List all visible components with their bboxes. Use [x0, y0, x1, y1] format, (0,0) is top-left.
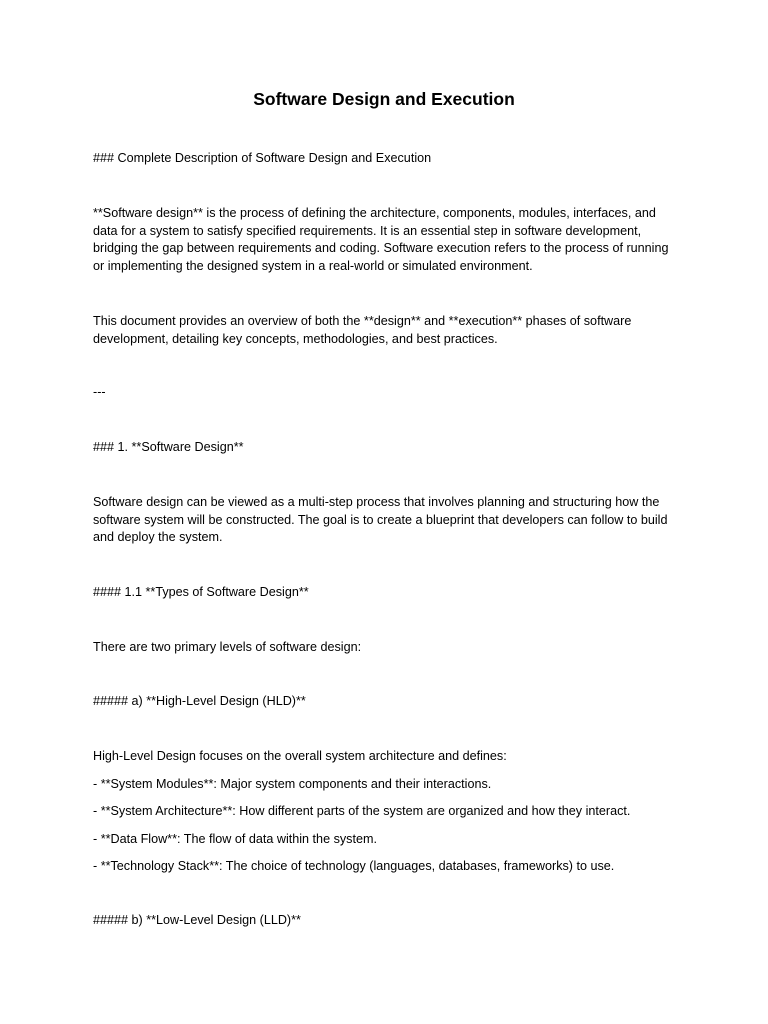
list-item: - **System Architecture**: How different parts of the system are organized and how they interact.: [93, 804, 631, 818]
list-item: - **Data Flow**: The flow of data within the system.: [93, 832, 377, 846]
heading-software-design: ### 1. **Software Design**: [93, 440, 244, 454]
types-paragraph: There are two primary levels of software design:: [93, 640, 362, 654]
list-item: - **Technology Stack**: The choice of technology (languages, databases, frameworks) to use.: [93, 859, 615, 873]
intro-paragraph: **Software design** is the process of defining the architecture, components, modules, interfaces, and data for a system to satisfy specified requirements. It is an essential step in software development, bridging the gap between requirements and coding. Software execution refers to the process of running or implementing the designed system in a real-world or simulated environment.: [93, 206, 669, 273]
separator-line: ---: [93, 385, 106, 399]
overview-paragraph: This document provides an overview of both the **design** and **execution** phases of software development, detailing key concepts, methodologies, and best practices.: [93, 314, 632, 346]
heading-low-level-design: ##### b) **Low-Level Design (LLD)**: [93, 913, 301, 927]
list-item: - **System Modules**: Major system components and their interactions.: [93, 777, 492, 791]
heading-complete-description: ### Complete Description of Software Design and Execution: [93, 151, 432, 165]
hld-intro-paragraph: High-Level Design focuses on the overall system architecture and defines:: [93, 749, 507, 763]
heading-types-of-design: #### 1.1 **Types of Software Design**: [93, 585, 309, 599]
software-design-paragraph: Software design can be viewed as a multi-step process that involves planning and structuring how the software system will be constructed. The goal is to create a blueprint that developers can follow to build and deploy the system.: [93, 495, 668, 544]
document-title: Software Design and Execution: [253, 89, 515, 109]
heading-high-level-design: ##### a) **High-Level Design (HLD)**: [93, 694, 306, 708]
